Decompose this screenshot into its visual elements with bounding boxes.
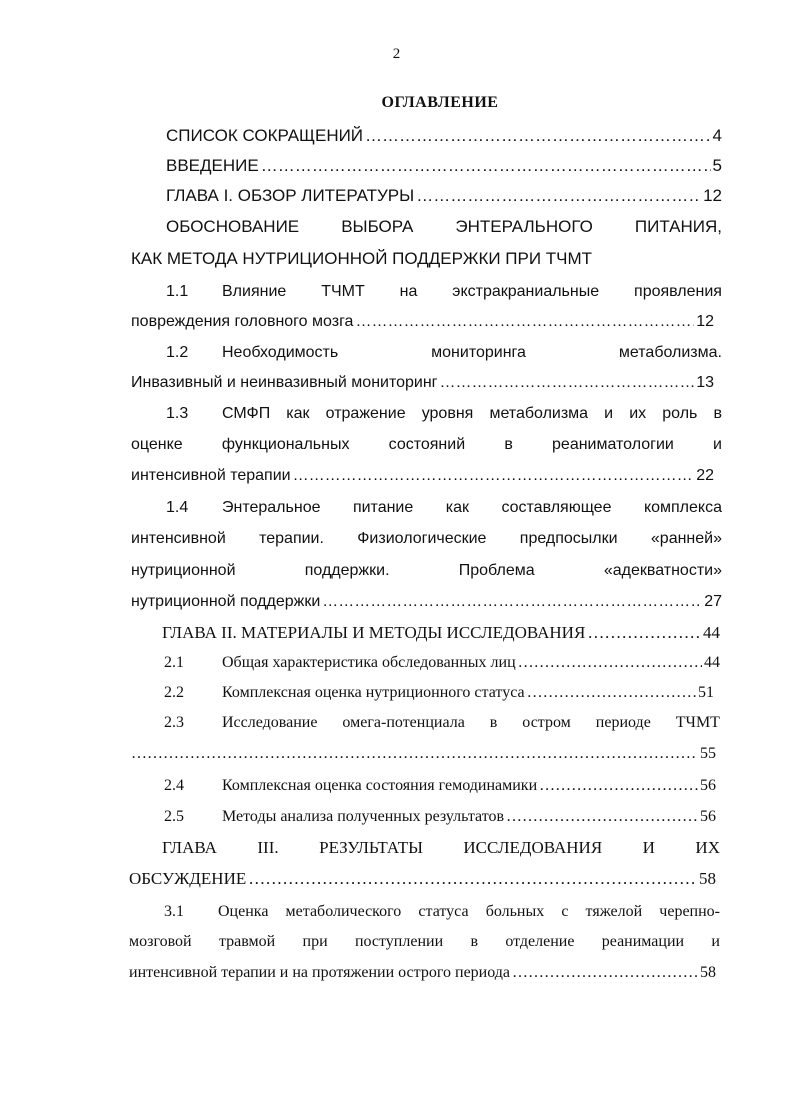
toc-chapter-1 bbox=[166, 186, 722, 206]
toc-page: 56 bbox=[700, 777, 716, 794]
word: И bbox=[642, 838, 655, 857]
toc-2-1-number: 2.1 bbox=[164, 654, 184, 671]
word: состояний bbox=[388, 436, 466, 453]
word: ТЧМТ bbox=[321, 283, 365, 300]
word: ПИТАНИЯ, bbox=[634, 217, 722, 236]
word: в bbox=[489, 714, 498, 731]
word: травмой bbox=[218, 933, 276, 950]
toc-3-1-line3 bbox=[129, 964, 716, 982]
page-number: 2 bbox=[392, 46, 401, 62]
toc-1-4-line1: Энтеральное питание как составляющее комплекса bbox=[222, 499, 722, 516]
word: в bbox=[504, 436, 513, 453]
word: в bbox=[470, 933, 479, 950]
word: Необходимость bbox=[222, 344, 339, 361]
word: ТЧМТ bbox=[675, 714, 720, 731]
word: Влияние bbox=[222, 283, 287, 300]
word: поступлении bbox=[354, 933, 444, 950]
word: ГЛАВА bbox=[162, 838, 217, 857]
word: метаболизма. bbox=[618, 344, 722, 361]
word: мониторинга bbox=[431, 344, 526, 361]
word: РЕЗУЛЬТАТЫ bbox=[319, 838, 423, 857]
toc-page: 56 bbox=[700, 808, 716, 825]
toc-page: 58 bbox=[700, 964, 716, 981]
toc-2-3-line1 bbox=[222, 714, 720, 732]
toc-page: 44 bbox=[704, 654, 720, 671]
toc-text: Комплексная оценка состояния гемодинамики bbox=[222, 777, 538, 794]
toc-chapter-3-line2 bbox=[129, 869, 716, 889]
toc-1-3-line3 bbox=[131, 467, 714, 485]
word: ЭНТЕРАЛЬНОГО bbox=[455, 217, 593, 236]
toc-chapter-1-subtitle-line1 bbox=[166, 217, 722, 237]
toc-text: интенсивной терапии bbox=[131, 467, 291, 484]
word: реаниматологии bbox=[552, 436, 674, 453]
word: омега-потенциала bbox=[342, 714, 465, 731]
toc-2-3-number: 2.3 bbox=[164, 714, 184, 731]
word: поддержки. bbox=[304, 562, 390, 579]
toc-1-3-line2 bbox=[131, 436, 722, 454]
word: оценке bbox=[131, 436, 183, 453]
toc-1-2-line2 bbox=[131, 374, 714, 392]
toc-2-2-number: 2.2 bbox=[164, 684, 184, 701]
toc-1-4-line3 bbox=[131, 562, 722, 580]
word: при bbox=[302, 933, 328, 950]
toc-2-5-number: 2.5 bbox=[164, 808, 184, 825]
toc-1-1-number: 1.1 bbox=[166, 283, 189, 300]
toc-text: Общая характеристика обследованных лиц bbox=[222, 654, 516, 671]
toc-text: Комплексная оценка нутриционного статуса bbox=[222, 684, 525, 701]
toc-text: СПИСОК СОКРАЩЕНИЙ bbox=[166, 126, 364, 145]
word: ВЫБОРА bbox=[341, 217, 414, 236]
word: экстракраниальные bbox=[452, 283, 600, 300]
toc-page: 22 bbox=[696, 467, 714, 484]
page-title: ОГЛАВЛЕНИЕ bbox=[381, 94, 499, 111]
word: и bbox=[713, 436, 722, 453]
toc-1-3-number: 1.3 bbox=[166, 405, 189, 422]
word: отделение bbox=[505, 933, 575, 950]
toc-1-4-line2: интенсивной терапии. Физиологические предпосылки «ранней» bbox=[131, 530, 722, 547]
toc-page: 51 bbox=[698, 684, 714, 701]
toc-2-5 bbox=[222, 808, 716, 826]
word: III. bbox=[257, 838, 279, 857]
word: на bbox=[399, 283, 418, 300]
toc-1-2-number: 1.2 bbox=[166, 344, 189, 361]
toc-page: 44 bbox=[703, 623, 720, 642]
word: остром bbox=[522, 714, 571, 731]
toc-text: ГЛАВА I. ОБЗОР ЛИТЕРАТУРЫ bbox=[166, 186, 415, 205]
toc-chapter-1-subtitle-line2: КАК МЕТОДА НУТРИЦИОННОЙ ПОДДЕРЖКИ ПРИ ТЧМТ bbox=[131, 249, 593, 268]
toc-1-4-line4 bbox=[131, 593, 722, 611]
toc-2-3-line2 bbox=[131, 745, 716, 763]
toc-page: 12 bbox=[696, 313, 714, 330]
toc-1-2-line1 bbox=[222, 344, 722, 362]
word: периоде bbox=[595, 714, 651, 731]
word: и bbox=[711, 933, 720, 950]
toc-3-1-number: 3.1 bbox=[164, 903, 184, 920]
toc-3-1-line2 bbox=[129, 933, 720, 951]
toc-1-4-number: 1.4 bbox=[166, 499, 189, 516]
toc-text: Методы анализа полученных результатов bbox=[222, 808, 505, 825]
toc-page: 4 bbox=[712, 126, 722, 145]
toc-chapter-2 bbox=[162, 623, 720, 643]
toc-2-4-number: 2.4 bbox=[164, 777, 184, 794]
toc-3-1-line1: Оценка метаболического статуса больных с тяжелой черепно- bbox=[218, 903, 720, 920]
word: мозговой bbox=[129, 933, 192, 950]
word: Исследование bbox=[222, 714, 318, 731]
toc-text: интенсивной терапии и на протяжении острого периода bbox=[129, 964, 511, 981]
toc-text: ГЛАВА II. МАТЕРИАЛЫ И МЕТОДЫ ИССЛЕДОВАНИЯ bbox=[162, 623, 586, 642]
toc-2-1 bbox=[222, 654, 720, 672]
toc-1-3-line1: СМФП как отражение уровня метаболизма и их роль в bbox=[222, 405, 722, 422]
word: реанимации bbox=[601, 933, 685, 950]
toc-text: нутриционной поддержки bbox=[131, 593, 321, 610]
toc-page: 55 bbox=[700, 745, 716, 762]
toc-text: Инвазивный и неинвазивный мониторинг bbox=[131, 374, 438, 391]
word: проявления bbox=[634, 283, 722, 300]
toc-abbreviations bbox=[166, 126, 722, 146]
toc-text: ВВЕДЕНИЕ bbox=[166, 156, 259, 175]
word: «адекватности» bbox=[603, 562, 722, 579]
toc-2-2 bbox=[222, 684, 714, 702]
toc-1-1-line2 bbox=[131, 313, 714, 331]
toc-1-1-line1 bbox=[222, 283, 722, 301]
word: Проблема bbox=[458, 562, 535, 579]
toc-page: 58 bbox=[699, 869, 716, 888]
word: нутриционной bbox=[131, 562, 236, 579]
toc-text: повреждения головного мозга bbox=[131, 313, 354, 330]
toc-2-4 bbox=[222, 777, 716, 795]
toc-page: 13 bbox=[696, 374, 714, 391]
word: ИССЛЕДОВАНИЯ bbox=[463, 838, 603, 857]
word: ОБОСНОВАНИЕ bbox=[166, 217, 300, 236]
toc-introduction bbox=[166, 156, 722, 176]
word: функциональных bbox=[221, 436, 350, 453]
toc-page: 27 bbox=[704, 593, 722, 610]
toc-text: ОБСУЖДЕНИЕ bbox=[129, 869, 247, 888]
toc-page: 5 bbox=[712, 156, 722, 175]
toc-chapter-3-line1 bbox=[162, 838, 720, 858]
toc-page: 12 bbox=[703, 186, 722, 205]
word: ИХ bbox=[695, 838, 720, 857]
